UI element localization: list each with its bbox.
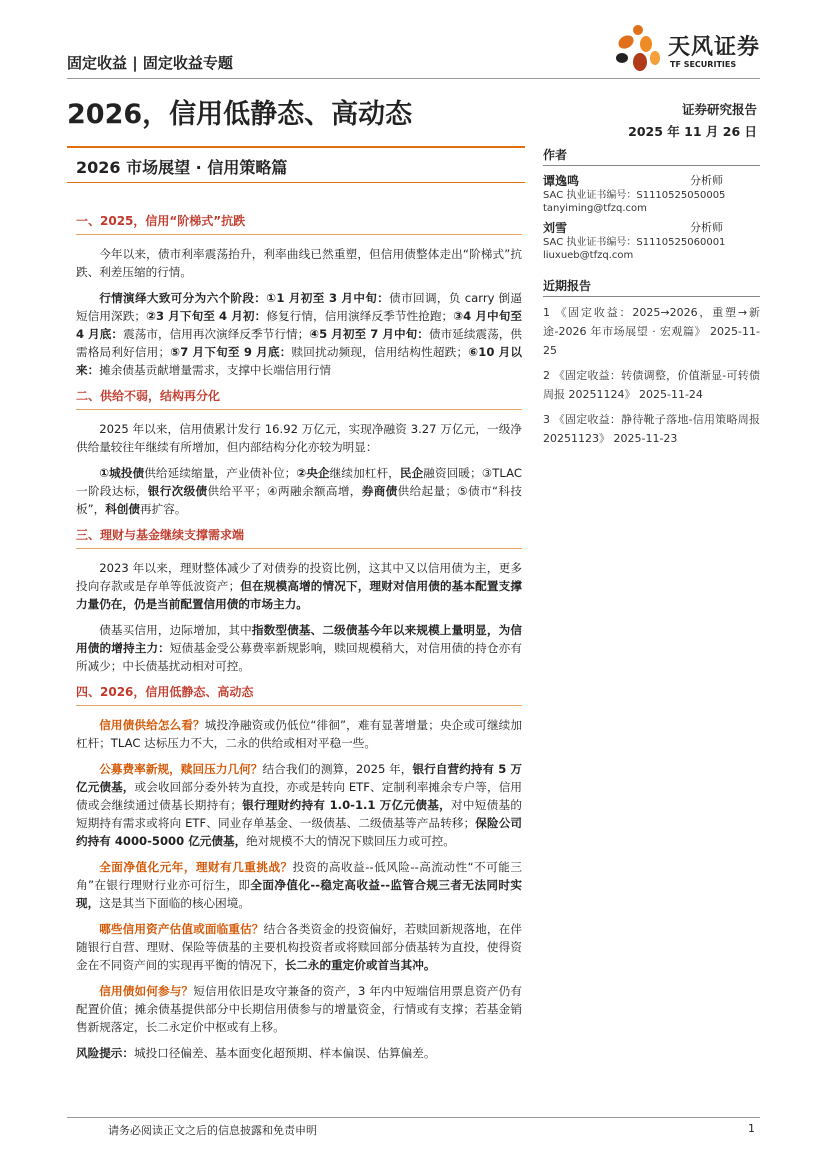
sidebar-authors bbox=[543, 146, 760, 262]
title-rule bbox=[67, 146, 525, 148]
page-number: 1 bbox=[748, 1122, 755, 1135]
recent-report-item[interactable]: 1 《固定收益：2025→2026，重塑→新途-2026 年市场展望 · 宏观篇》 2025-11-25 bbox=[543, 306, 760, 357]
author-cert: SAC 执业证书编号：S1110525050005 bbox=[543, 190, 726, 201]
author-email[interactable]: liuxueb@tfzq.com bbox=[543, 250, 634, 261]
author-role: 分析师 bbox=[690, 221, 723, 234]
paragraph: 信用债如何参与？短信用依旧是攻守兼备的资产，3 年内中短端信用票息资产仍有配置价值；摊余债基提供部分中长期信用债参与的增量资金，行情或有支撑；若基金销售新规落定，长二永定价中枢或有上移。 bbox=[76, 984, 522, 1034]
paragraph: 2023 年以来，理财整体减少了对债券的投资比例，这其中又以信用债为主，更多投向存款或是存单等低波资产；但在规模高增的情况下，理财对信用债的基本配置支撑力量仍在，仍是当前配置信用债的市场主力。 bbox=[76, 561, 522, 611]
author-email[interactable]: tanyiming@tfzq.com bbox=[543, 203, 647, 214]
report-date: 2025 年 11 月 26 日 bbox=[628, 124, 757, 139]
footer-disclaimer: 请务必阅读正文之后的信息披露和免责申明 bbox=[108, 1124, 317, 1137]
logo-text-cn: 天风证券 bbox=[668, 35, 761, 60]
author-cert: SAC 执业证书编号：S1110525060001 bbox=[543, 237, 726, 248]
paragraph: 债基买信用，边际增加，其中指数型债基、二级债基今年以来规模上量明显，为信用债的增持主力：短债基金受公募费率新规影响，赎回规模稍大，对信用债的持仓亦有所减少；中长债基扰动相对可控。 bbox=[76, 623, 522, 673]
paragraph: 哪些信用资产估值或面临重估？结合各类资金的投资偏好，若赎回新规落地，在伴随银行自营、理财、保险等债基的主要机构投资者或将赎回部分债基转为直投，使得资金在不同资产间的实现再平衡的情况下，长二永的重定价或首当其冲。 bbox=[76, 922, 522, 972]
logo-mark-icon bbox=[610, 22, 666, 78]
sidebar-recent-reports bbox=[543, 277, 760, 448]
paragraph: 公募费率新规，赎回压力几何？结合我们的测算，2025 年，银行自营约持有 5 万亿元债基，或会收回部分委外转为直投，亦或是转向 ETF、定制利率摊余专户等，信用债或会继续通过债基长期持有；银行理财约持有 1.0-1.1 万亿元债基，对中短债基的短期持有需求或将向 ETF、同业存单基金、一级债基、二级债基等产品转移；保险公司约持有 4000-5000 亿元债基，绝对规模不大的情况下赎回压力或可控。 bbox=[76, 762, 522, 848]
section-heading: 二、供给不弱，结构再分化 bbox=[76, 387, 522, 410]
report-type: 证券研究报告 bbox=[681, 102, 757, 117]
footer-divider bbox=[67, 1117, 760, 1118]
company-logo bbox=[610, 22, 760, 77]
author-name: 谭逸鸣 bbox=[543, 174, 580, 188]
author-block bbox=[543, 172, 760, 215]
paragraph: 全面净值化元年，理财有几重挑战？投资的高收益--低风险--高流动性“不可能三角”在银行理财行业亦可衍生，即全面净值化--稳定高收益--监管合规三者无法同时实现，这是其当下面临的核心困境。 bbox=[76, 860, 522, 910]
page-subtitle: 2026 市场展望 · 信用策略篇 bbox=[76, 158, 288, 177]
author-role: 分析师 bbox=[690, 174, 723, 187]
paragraph: 2025 年以来，信用债累计发行 16.92 万亿元，实现净融资 3.27 万亿元，一级净供给量较往年继续有所增加，但内部结构分化亦较为明显： bbox=[76, 422, 522, 454]
main-content bbox=[76, 212, 522, 1070]
header-divider bbox=[67, 78, 760, 79]
paragraph: ①城投债供给延续缩量，产业债补位；②央企继续加杠杆，民企融资回暖；③TLAC 一阶段达标，银行次级债供给平平；④两融余额高增，券商债供给起量；⑤债市“科技板”，科创债再扩容。 bbox=[76, 466, 522, 516]
logo-text-en: TF SECURITIES bbox=[670, 60, 737, 69]
recent-reports-heading: 近期报告 bbox=[543, 277, 760, 297]
page-title: 2026，信用低静态、高动态 bbox=[67, 99, 413, 130]
section-heading: 三、理财与基金继续支撑需求端 bbox=[76, 526, 522, 549]
author-block bbox=[543, 219, 760, 262]
risk-paragraph: 风险提示：城投口径偏差、基本面变化超预期、样本偏误、估算偏差。 bbox=[76, 1046, 436, 1060]
recent-report-item[interactable]: 3 《固定收益：静待靴子落地-信用策略周报 20251123》 2025-11-23 bbox=[543, 413, 760, 445]
paragraph: 今年以来，债市利率震荡抬升，利率曲线已然重塑，但信用债整体走出“阶梯式”抗跌、利差压缩的行情。 bbox=[76, 247, 522, 279]
author-name: 刘雪 bbox=[543, 221, 568, 235]
subtitle-rule bbox=[67, 182, 525, 183]
paragraph: 行情演绎大致可分为六个阶段：①1 月初至 3 月中旬：债市回调，负 carry 倒逼短信用深跌；②3 月下旬至 4 月初：修复行情，信用演绎反季节性抢跑；③4 月中旬至 4 月底：震荡市，信用再次演绎反季节行情；④5 月初至 7 月中旬：债市延续震荡，供需格局利好信用；⑤7 月下旬至 9 月底：赎回扰动频现，信用结构性超跌；⑥10 月以来：摊余债基贡献增量需求，支撑中长端信用行情 bbox=[76, 291, 523, 377]
section-heading: 四、2026，信用低静态、高动态 bbox=[76, 683, 522, 706]
recent-report-item[interactable]: 2 《固定收益：转债调整，价值渐显-可转债周报 20251124》 2025-11-24 bbox=[543, 369, 760, 401]
section-heading: 一、2025，信用“阶梯式”抗跌 bbox=[76, 212, 522, 235]
breadcrumb: 固定收益 | 固定收益专题 bbox=[67, 54, 233, 72]
authors-heading: 作者 bbox=[543, 146, 760, 166]
paragraph: 信用债供给怎么看？城投净融资或仍低位“徘徊”，难有显著增量；央企或可继续加杠杆；TLAC 达标压力不大，二永的供给或相对平稳一些。 bbox=[76, 718, 522, 750]
